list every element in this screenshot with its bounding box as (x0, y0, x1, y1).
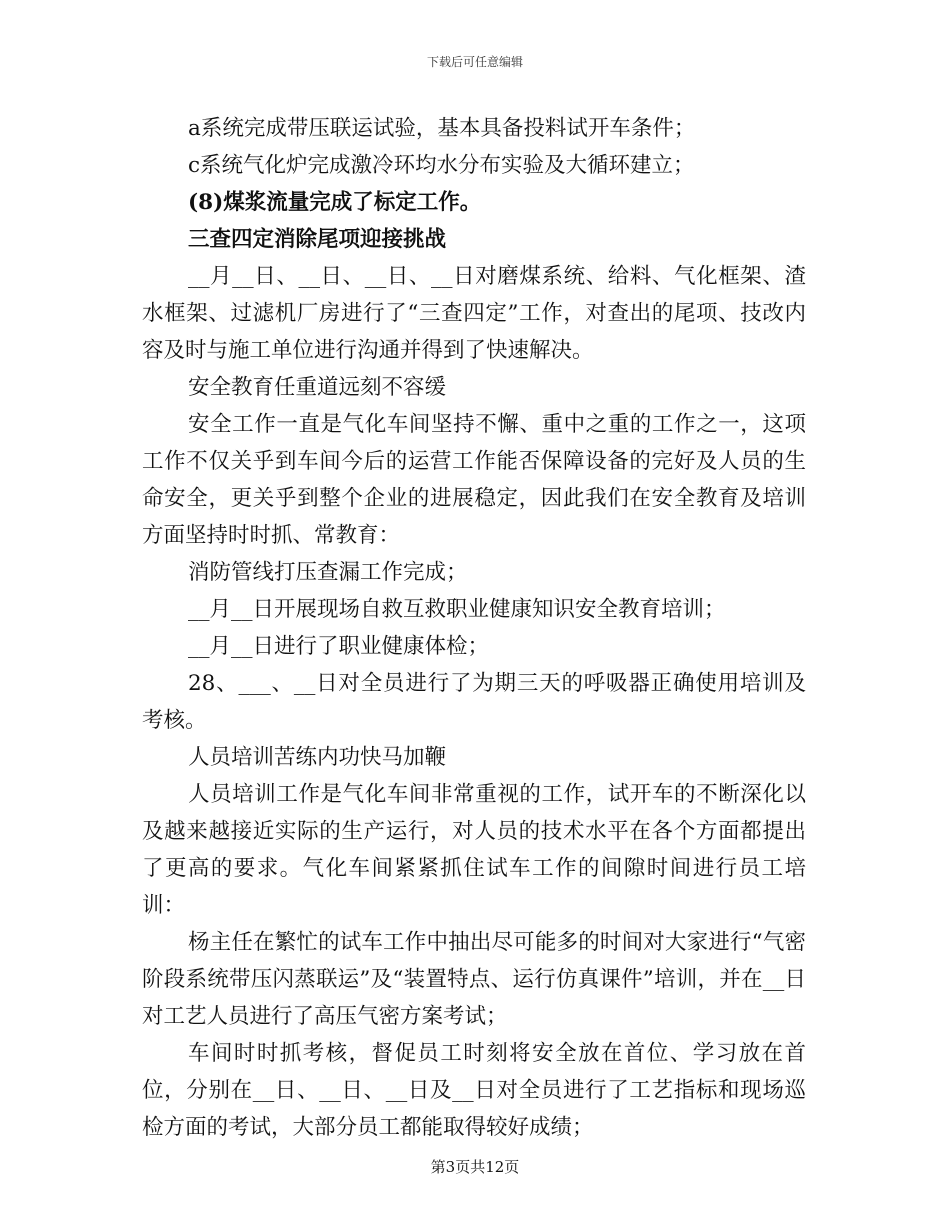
list-item-self-rescue-training: __月__日开展现场自救互救职业健康知识安全教育培训； (188, 597, 726, 622)
paragraph-coal-slurry: (8)煤浆流量完成了标定工作。 (188, 190, 482, 215)
list-item-fire-pipeline: 消防管线打压查漏工作完成； (188, 560, 468, 585)
page-header: 下载后可任意编辑 (426, 55, 523, 69)
paragraph-system-a: a系统完成带压联运试验，基本具备投料试开车条件； (188, 116, 696, 141)
paragraph-inspection: __月__日、__日、__日、__日对磨煤系统、给料、气化框架、渣水框架、过滤机厂房进行了“三查四定”工作，对查出的尾项、技改内容及时与施工单位进行沟通并得到了快速解决。 (142, 264, 806, 363)
paragraph-training: 人员培训工作是气化车间非常重视的工作，试开车的不断深化以及越来越接近实际的生产运行，对人员的技术水平在各个方面都提出了更高的要求。气化车间紧紧抓住试车工作的间隙时间进行员工培训： (142, 782, 806, 918)
paragraph-safety: 安全工作一直是气化车间坚持不懈、重中之重的工作之一，这项工作不仅关乎到车间今后的运营工作能否保障设备的完好及人员的生命安全，更关乎到整个企业的进展稳定，因此我们在安全教育及培训方面坚持时时抓、常教育： (142, 412, 806, 548)
document-body (142, 110, 806, 1146)
section-heading-safety: 安全教育任重道远刻不容缓 (188, 375, 447, 400)
section-heading-inspection: 三查四定消除尾项迎接挑战 (188, 227, 447, 252)
paragraph-system-c: c系统气化炉完成激冷环均水分布实验及大循环建立； (188, 153, 695, 178)
page-footer: 第3页共12页 (430, 1158, 520, 1176)
list-item-respirator-training: 28、___、__日对全员进行了为期三天的呼吸器正确使用培训及考核。 (142, 671, 806, 733)
section-heading-training: 人员培训苦练内功快马加鞭 (188, 745, 447, 770)
list-item-health-check: __月__日进行了职业健康体检； (188, 634, 490, 659)
paragraph-director-training: 杨主任在繁忙的试车工作中抽出尽可能多的时间对大家进行“气密阶段系统带压闪蒸联运”及“装置特点、运行仿真课件”培训，并在__日对工艺人员进行了高压气密方案考试； (142, 930, 806, 1029)
paragraph-assessment: 车间时时抓考核，督促员工时刻将安全放在首位、学习放在首位，分别在__日、__日、__日及__日对全员进行了工艺指标和现场巡检方面的考试，大部分员工都能取得较好成绩； (142, 1041, 806, 1140)
